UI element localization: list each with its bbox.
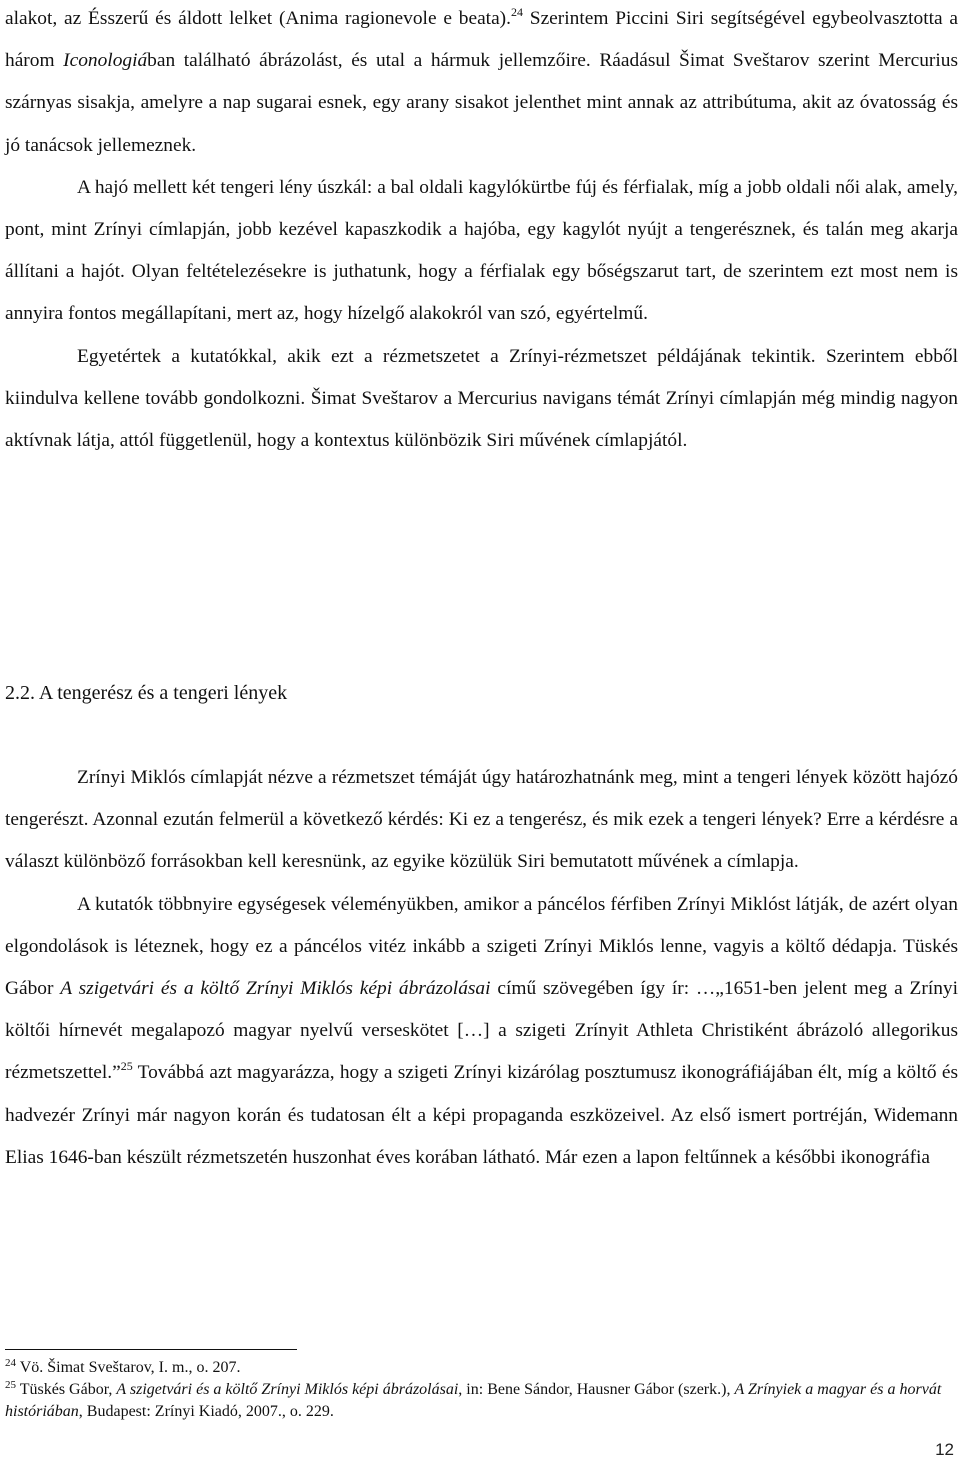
paragraph: [5, 884, 958, 1179]
paragraph: Egyetértek a kutatókkal, akik ezt a rézmetszetet a Zrínyi-rézmetszet példájának tekintik. Szerintem ebből kiindulva kellene tovább gondolkozni. Šimat Sveštarov a Mercurius navigans témát Zrínyi címlapján még mindig nagyon aktívnak látja, attól függetlenül, hogy a kontextus különbözik Siri művének címlapjától.: [5, 345, 958, 452]
italic-title: A szigetvári és a költő Zrínyi Miklós képi ábrázolásai: [60, 978, 491, 1000]
footnote-text: , in: Bene Sándor, Hausner Gábor (szerk.),: [458, 1381, 735, 1398]
footnote-reference[interactable]: 24: [510, 5, 523, 19]
section-heading: 2.2. A tengerész és a tengeri lények: [5, 682, 288, 704]
footnote-separator: [5, 1349, 297, 1350]
text-run: A kutatók többnyire egységesek véleményükben, amikor a páncélos férfiben Zrínyi Miklóst látják, de azért olyan elgondolások is léteznek, hogy ez a páncélos vitéz inkább a szigeti Zrínyi Miklós lenne, vagyis a költő dédapja. Tüskés Gábor: [5, 893, 958, 1000]
footnote-reference[interactable]: 25: [120, 1059, 133, 1074]
footnotes: [5, 1357, 958, 1423]
text-run: ban található ábrázolást, és utal a hármuk jellemzőire. Ráadásul Šimat Sveštarov szerint Mercurius szárnyas sisakja, amelyre a nap sugarai esnek, egy arany sisakot jelenthet mint annak az attribútuma, akit az óvatosság és jó tanácsok jellemeznek.: [5, 50, 958, 156]
paragraph: Zrínyi Miklós címlapját nézve a rézmetszet témáját úgy határozhatnánk meg, mint a tengeri lények között hajózó tengerészt. Azonnal ezután felmerül a következő kérdés: Ki ez a tengerész, és mik ezek a tengeri lények? Erre a kérdésre a választ különböző forrásokban kell keresnünk, az egyike közülük Siri bemutatott művének a címlapja.: [5, 767, 958, 873]
footnote-number: 25: [5, 1379, 16, 1391]
text-run: alakot, az Ésszerű és áldott lelket (Anima ragionevole e beata).: [5, 8, 511, 29]
italic-title: Iconologiá: [63, 50, 148, 72]
italic-title: A szigetvári és a költő Zrínyi Miklós képi ábrázolásai: [116, 1381, 459, 1398]
footnote-text: , Budapest: Zrínyi Kiadó, 2007., o. 229.: [78, 1403, 334, 1420]
paragraph: A hajó mellett két tengeri lény úszkál: a bal oldali kagylókürtbe fúj és férfialak, míg a jobb oldali női alak, amely, pont, mint Zrínyi címlapján, jobb kezével kapaszkodik a hajóba, egy kagylót nyújt a tengerésznek, és talán meg akarja állítani a hajót. Olyan feltételezésekre is juthatunk, hogy a férfialak egy bőségszarut tart, de szerintem ezt most nem is annyira fontos megállapítani, mert az, hogy hízelgő alakokról van szó, egyértelmű.: [5, 176, 958, 325]
footnote-text: Tüskés Gábor,: [16, 1381, 117, 1398]
footnote-number: 24: [5, 1357, 16, 1369]
paragraph: [5, 0, 958, 167]
text-run: című szövegében így ír: …„1651-ben jelent meg a Zrínyi költői hírnevét megalapozó magyar nyelvű verseskötet […] a szigeti Zrínyit Athleta Christiként ábrázoló allegorikus rézmetszettel.”: [5, 978, 958, 1084]
main-text-block: [5, 0, 958, 462]
section-text-block: [5, 757, 958, 1179]
footnote-text: Vö. Šimat Sveštarov, I. m., o. 207.: [16, 1359, 241, 1376]
text-run: Továbbá azt magyarázza, hogy a szigeti Zrínyi kizárólag posztumusz ikonográfiájában élt, míg a költő és hadvezér Zrínyi már nagyon korán és tudatosan élt a képi propaganda eszközeivel. Az első ismert portréján, Widemann Elias 1646-ban készült rézmetszetén huszonhat éves korában látható. Már ezen a lapon feltűnnek a későbbi ikonográfia: [5, 1062, 958, 1168]
text-run: Szerintem Piccini Siri segítségével egybeolvasztotta a három: [5, 8, 958, 72]
footnote-24: [5, 1357, 958, 1379]
italic-title: A Zrínyiek a magyar és a horvát históriában: [5, 1381, 942, 1420]
footnote-25: [5, 1379, 958, 1423]
page-number: 12: [935, 1440, 954, 1459]
